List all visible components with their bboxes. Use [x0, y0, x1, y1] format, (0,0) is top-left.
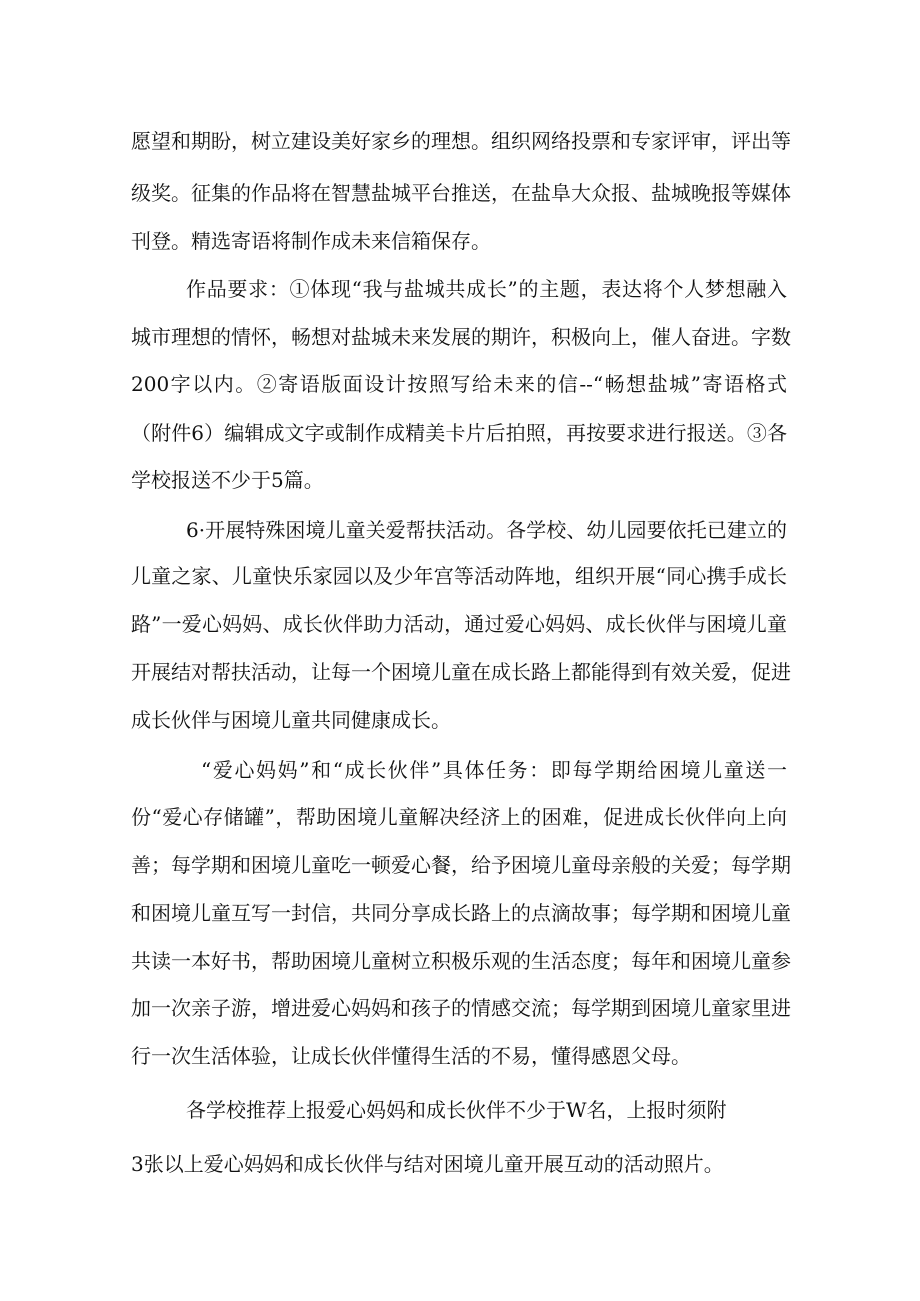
paragraph-4-line-3: 善；每学期和困境儿童吃一顿爱心餐，给予困境儿童母亲般的关爱；每学期 [131, 853, 791, 877]
paragraph-5-line-1: 各学校推荐上报爱心妈妈和成长伙伴不少于W名，上报时须附 [186, 1098, 727, 1122]
paragraph-5-line-2: 3张以上爱心妈妈和成长伙伴与结对困境儿童开展互动的活动照片。 [131, 1152, 724, 1176]
paragraph-4-line-5: 共读一本好书，帮助困境儿童树立积极乐观的生活态度；每年和困境儿童参 [131, 949, 791, 973]
paragraph-2-line-5: 学校报送不少于5篇。 [131, 468, 324, 492]
paragraph-2-line-4: （附件6）编辑成文字或制作成精美卡片后拍照，再按要求进行报送。③各 [131, 421, 787, 445]
paragraph-3-line-4: 开展结对帮扶活动，让每一个困境儿童在成长路上都能得到有效关爱，促进 [131, 660, 791, 684]
paragraph-2-line-1: 作品要求：①体现“我与盐城共成长”的主题，表达将个人梦想融入 [186, 277, 787, 301]
paragraph-2-line-3: 200字以内。②寄语版面设计按照写给未来的信--“畅想盐城”寄语格式 [131, 372, 787, 396]
paragraph-4-line-6: 加一次亲子游，增进爱心妈妈和孩子的情感交流；每学期到困境儿童家里进 [131, 996, 791, 1020]
paragraph-1-line-3: 刊登。精选寄语将制作成未来信箱保存。 [131, 229, 491, 253]
paragraph-2-line-2: 城市理想的情怀，畅想对盐城未来发展的期许，积极向上，催人奋进。字数 [131, 325, 791, 349]
paragraph-4-line-7: 行一次生活体验，让成长伙伴懂得生活的不易，懂得感恩父母。 [131, 1044, 691, 1068]
paragraph-4-line-1: “爱心妈妈”和“成长伙伴”具体任务：即每学期给困境儿童送一 [201, 758, 787, 782]
paragraph-4-line-4: 和困境儿童互写一封信，共同分享成长路上的点滴故事；每学期和困境儿童 [131, 901, 791, 925]
paragraph-3-line-1: 6·开展特殊困境儿童关爱帮扶活动。各学校、幼儿园要依托已建立的 [186, 518, 787, 542]
paragraph-3-line-3: 路”一爱心妈妈、成长伙伴助力活动，通过爱心妈妈、成长伙伴与困境儿童 [131, 612, 787, 636]
paragraph-1-line-1: 愿望和期盼，树立建设美好家乡的理想。组织网络投票和专家评审，评出等 [131, 129, 791, 153]
paragraph-3-line-2: 儿童之家、儿童快乐家园以及少年宫等活动阵地，组织开展“同心携手成长 [131, 564, 787, 588]
paragraph-1-line-2: 级奖。征集的作品将在智慧盐城平台推送，在盐阜大众报、盐城晚报等媒体 [131, 181, 791, 205]
paragraph-4-line-2: 份“爱心存储罐”，帮助困境儿童解决经济上的困难，促进成长伙伴向上向 [131, 805, 787, 829]
paragraph-3-line-5: 成长伙伴与困境儿童共同健康成长。 [131, 708, 451, 732]
